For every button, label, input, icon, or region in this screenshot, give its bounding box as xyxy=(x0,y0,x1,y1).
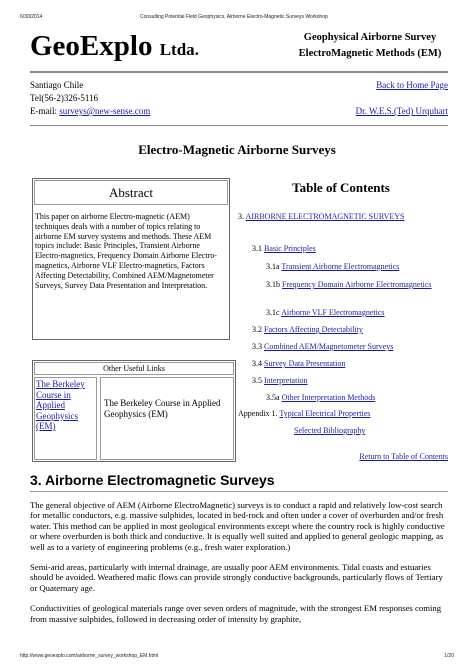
useful-links-box xyxy=(32,360,236,462)
useful-link-desc-cell xyxy=(100,377,234,460)
toc-num: 3.1c xyxy=(266,308,280,317)
toc-item-3-5[interactable] xyxy=(252,376,308,385)
contact-city: Santiago Chile xyxy=(30,80,84,90)
contact-divider xyxy=(30,125,448,126)
banner-divider xyxy=(30,71,448,73)
email-link[interactable]: surveys@new-sense.com xyxy=(59,106,151,116)
useful-link-cell xyxy=(34,377,97,460)
toc-link[interactable]: Selected Bibliography xyxy=(294,426,366,435)
company-name: GeoExplo xyxy=(30,30,153,62)
toc-link[interactable]: Other Interpretation Methods xyxy=(281,393,376,402)
toc-item-3-2[interactable] xyxy=(252,325,363,334)
toc-item-3-1[interactable] xyxy=(252,244,316,253)
toc-item-appendix-1[interactable] xyxy=(238,409,370,418)
toc-num: 3.1 xyxy=(252,244,262,253)
berkeley-course-desc: The Berkeley Course in Applied Geophysics (EM) xyxy=(104,398,221,419)
toc-item-3-5a[interactable] xyxy=(266,393,375,402)
toc-item-3-1b[interactable] xyxy=(238,280,443,290)
toc-num: 3.5a xyxy=(266,393,280,402)
section-heading: 3. Airborne Electromagnetic Surveys xyxy=(30,472,275,488)
berkeley-course-link[interactable]: The Berkeley Course in Applied Geophysics (EM) xyxy=(36,379,85,431)
toc-num: 3.5 xyxy=(252,376,262,385)
company-banner xyxy=(30,30,450,66)
print-date: 6/30/2014 xyxy=(20,14,43,20)
page-title: Electro-Magnetic Airborne Surveys xyxy=(138,142,336,157)
toc-link[interactable]: Survey Data Presentation xyxy=(264,359,346,368)
toc-list xyxy=(236,212,448,474)
toc-num: 3.4 xyxy=(252,359,262,368)
useful-links-heading: Other Useful Links xyxy=(34,362,234,375)
toc-num: 3.2 xyxy=(252,325,262,334)
toc-item-3-1c[interactable] xyxy=(266,308,385,317)
toc-num: 3.1a xyxy=(266,262,280,271)
toc-link[interactable]: Typical Electrical Properties xyxy=(279,409,371,418)
company-suffix: Ltda. xyxy=(159,40,199,59)
toc-link[interactable]: Transient Airborne Electromagnetics xyxy=(281,262,400,271)
abstract-text: This paper on airborne Electro-magnetic (AEM) techniques deals with a number of topics relating to airborne EM survey systems and methods. These AEM topics include: Basic Principles, Transient Airborne Electro-magnetics, Frequency Domain Airborne Electro-magnetics, Airborne VLF Electro-magnetics, Factors Affecting Detectability, Combined AEM/Magnetometer Surveys, Survey Data Presentation and Interpretation. xyxy=(35,212,217,290)
section-body xyxy=(30,500,450,624)
home-page-link[interactable]: Back to Home Page xyxy=(376,80,448,90)
body-paragraph-2: Semi-arid areas, particularly with internal drainage, are usually poor AEM environments. Tidal coasts and estuaries should be avoided. Weathered mafic flows can provide strongly conductive backgrounds, particularly flows of Tertiary or Quaternary age. xyxy=(30,562,443,593)
toc-link[interactable]: Basic Principles xyxy=(264,244,316,253)
tagline-line-1: Geophysical Airborne Survey xyxy=(303,32,437,43)
contact-tel: Tel(56-2)326-5116 xyxy=(30,93,99,103)
print-page-number: 1/20 xyxy=(444,653,454,659)
print-title: Consulting Potential Field Geophysics, Airborne Electro-Magnetic Surveys Workshop xyxy=(140,14,328,20)
toc-item-3-1a[interactable] xyxy=(266,262,399,271)
tagline-line-2: ElectroMagnetic Methods (EM) xyxy=(298,48,442,59)
toc-heading: Table of Contents xyxy=(292,180,390,195)
author-link[interactable]: Dr. W.E.S.(Ted) Urquhart xyxy=(355,106,448,116)
toc-num: Appendix 1. xyxy=(238,409,278,418)
toc-link[interactable]: AIRBORNE ELECTROMAGNETIC SURVEYS xyxy=(245,212,405,221)
toc-num: 3.3 xyxy=(252,342,262,351)
body-paragraph-1: The general objective of AEM (Airborne ElectroMagnetic) surveys is to conduct a rapid and relatively low-cost search for metallic conductors, e.g. massive sulphides, located in bed-rock and often under a cover of overburden and/or fresh water. This method can be applied in most geological environments except where the country rock is highly conductive or where overburden is both thick and conductive. It is equally well suited and applied to general geologic mapping, as well as to a variety of engineering problems (e.g., fresh water exploration.) xyxy=(30,500,445,552)
section-divider xyxy=(30,491,448,492)
toc-link[interactable]: Frequency Domain Airborne Electromagnetics xyxy=(282,280,432,289)
abstract-box xyxy=(32,178,230,340)
contact-block xyxy=(30,79,448,118)
toc-item-3-4[interactable] xyxy=(252,359,345,368)
abstract-heading: Abstract xyxy=(34,180,228,205)
toc-item-bibliography[interactable] xyxy=(294,426,365,435)
print-url: http://www.geoexplo.com/airborne_survey_workshop_EM.html xyxy=(20,653,159,659)
toc-link[interactable]: Airborne VLF Electromagnetics xyxy=(281,308,385,317)
email-label: E-mail: xyxy=(30,106,57,116)
toc-link[interactable]: Combined AEM/Magnetometer Surveys xyxy=(264,342,394,351)
toc-num: 3.1b xyxy=(266,280,280,289)
company-tagline xyxy=(290,30,450,62)
company-logo xyxy=(30,30,199,66)
toc-item-3[interactable] xyxy=(238,212,438,222)
toc-num: 3. xyxy=(238,212,244,221)
return-to-toc-link[interactable]: Return to Table of Contents xyxy=(359,452,448,461)
toc-link[interactable]: Interpretation xyxy=(264,376,308,385)
body-paragraph-3: Conductivities of geological materials range over seven orders of magnitude, with the strongest EM responses coming from massive sulphides, followed in decreasing order of intensity by graphite, xyxy=(30,603,442,624)
toc-item-3-3[interactable] xyxy=(252,342,393,351)
toc-link[interactable]: Factors Affecting Detectability xyxy=(264,325,363,334)
